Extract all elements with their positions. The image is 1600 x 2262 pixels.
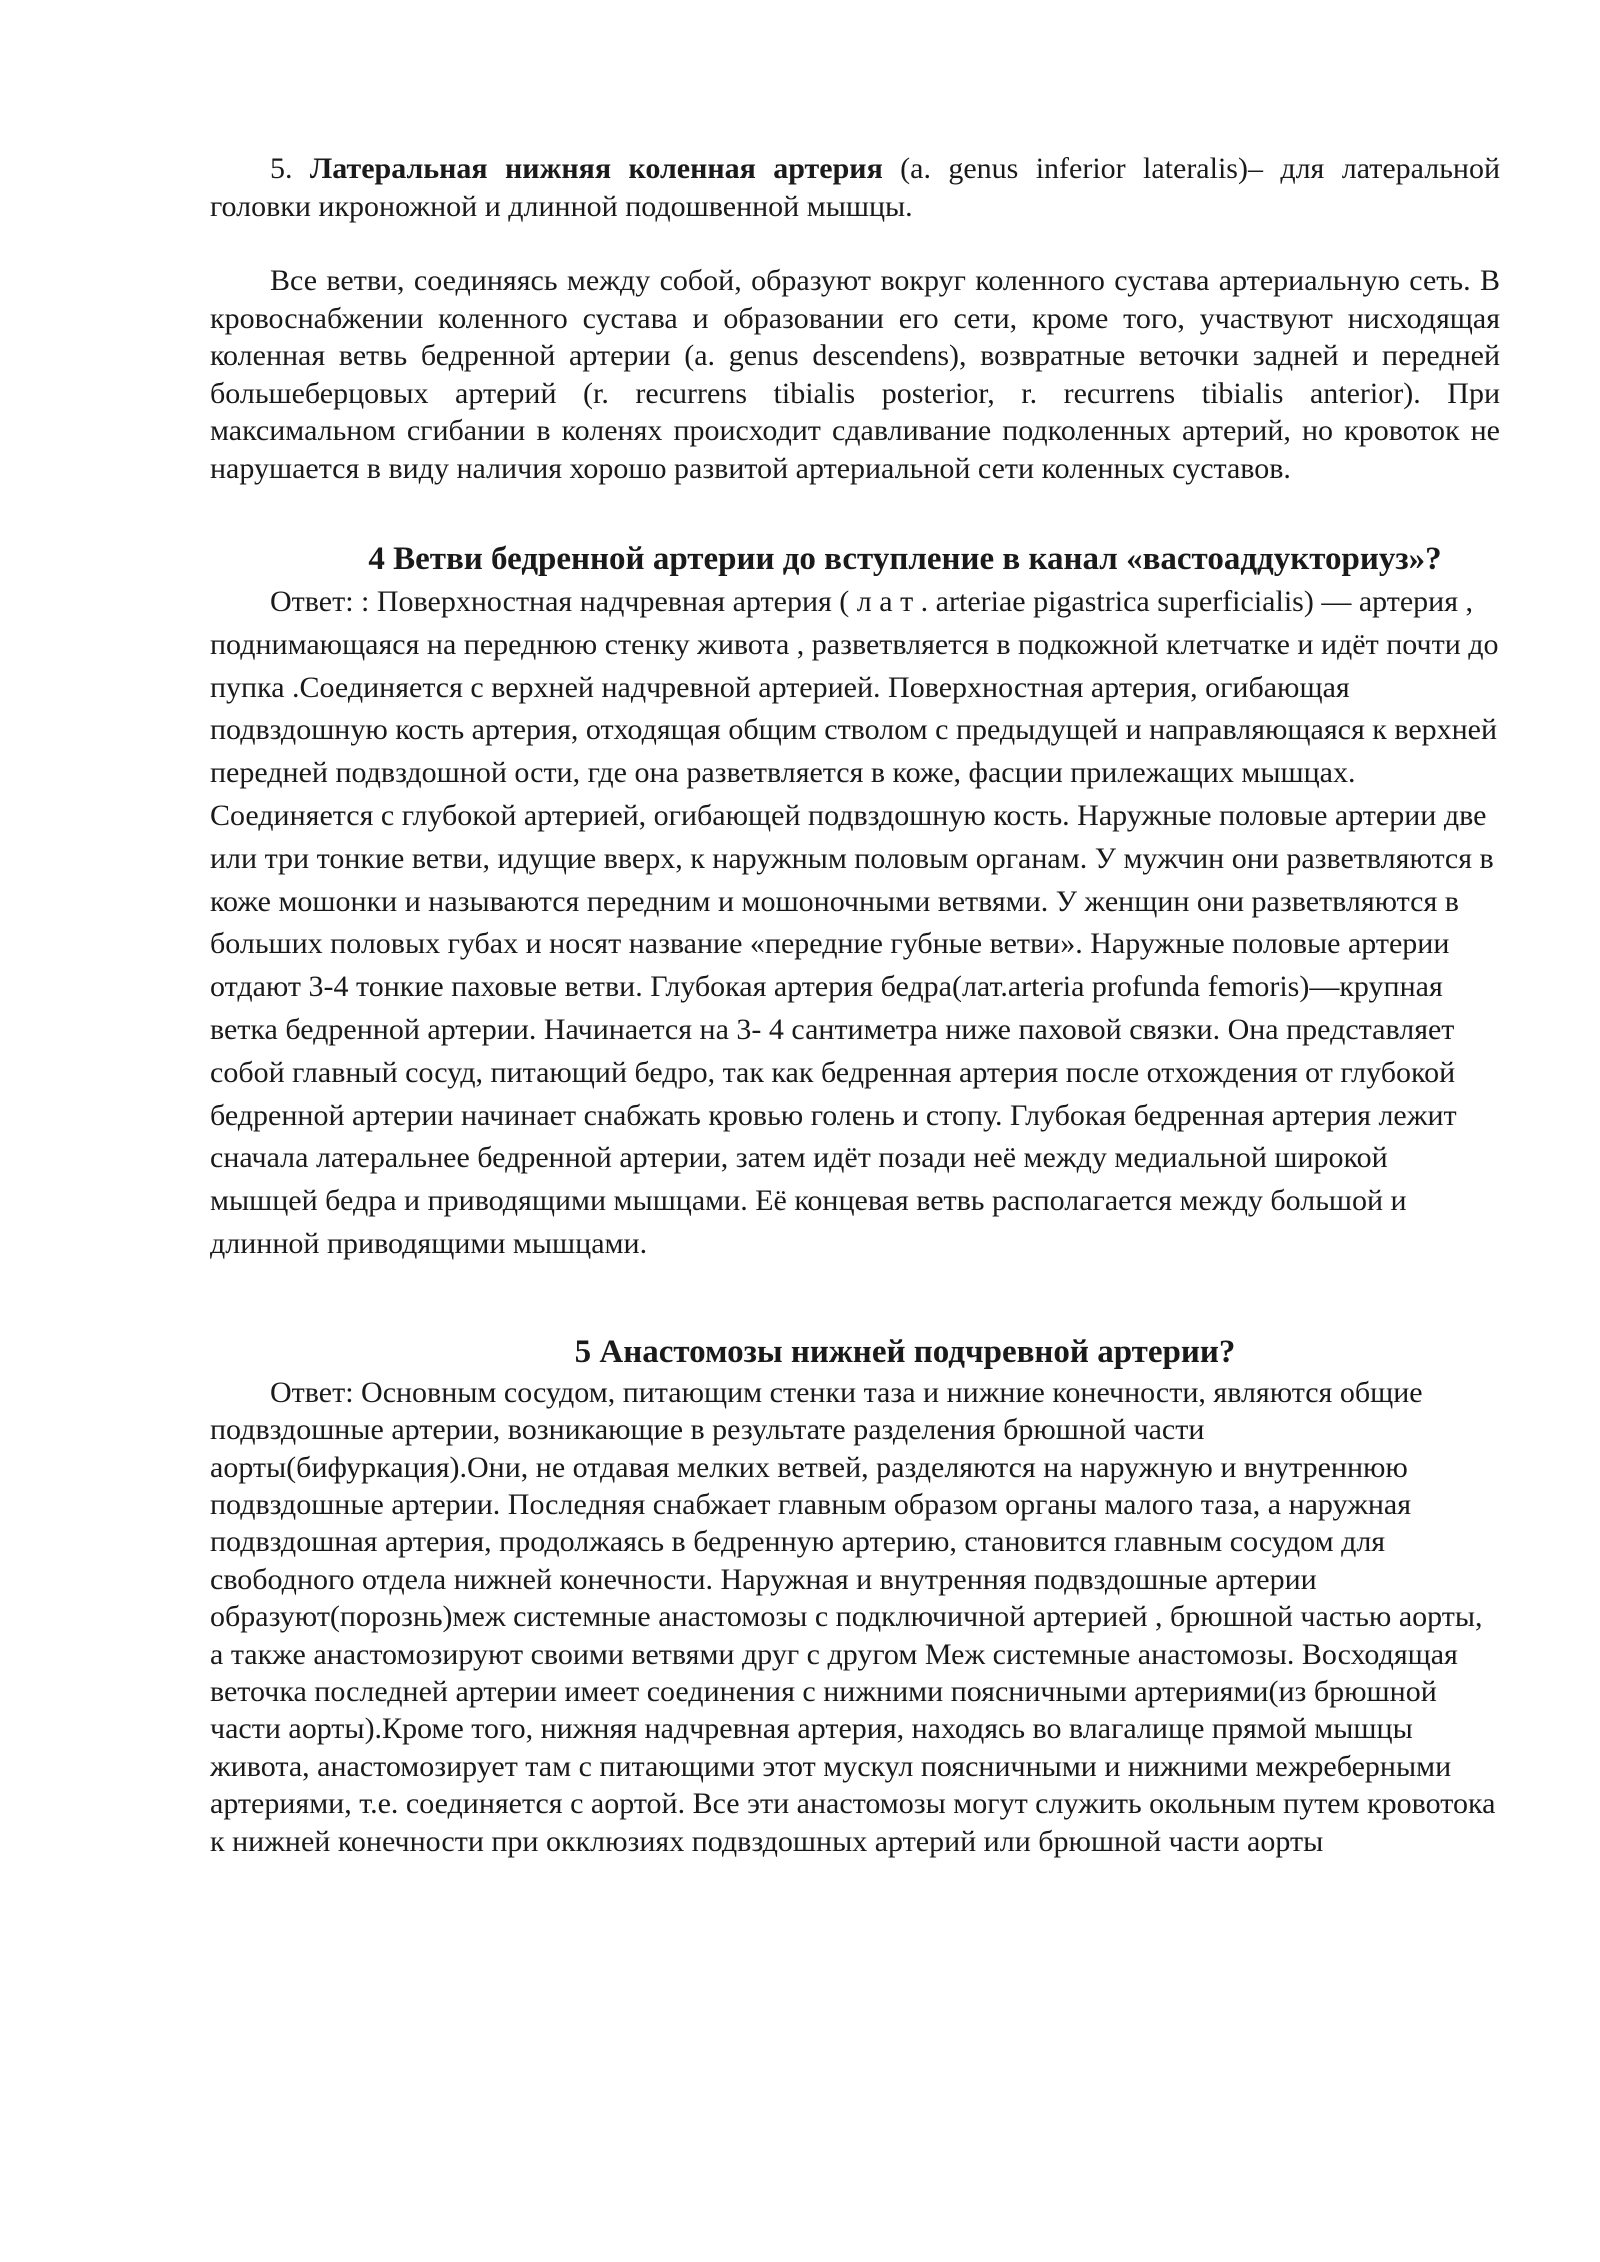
document-page [210,150,1500,1860]
section-4-heading: 4 Ветви бедренной артерии до вступление в канал «вастоаддукториуз»? [368,541,1442,577]
item-5-paragraph [210,150,1500,225]
item-number: 5. [270,152,293,185]
section-4-answer: Ответ: : Поверхностная надчревная артерия ( л а т . arteriae pigastrica superficialis) — артерия , поднимающаяся на переднюю стенку живота , разветвляется в подкожной клетчатке и идёт почти до пупка .Соединяется с верхней надчревной артерией. Поверхностная артерия, огибающая подвздошную кость артерия, отходящая общим стволом с предыдущей и направляющаяся к верхней передней подвздошной ости, где она разветвляется в коже, фасции прилежащих мышцах. Соединяется с глубокой артерией, огибающей подвздошную кость. Наружные половые артерии две или три тонкие ветви, идущие вверх, к наружным половым органам. У мужчин они разветвляются в коже мошонки и называются передним и мошоночными ветвями. У женщин они разветвляются в больших половых губах и носят название «передние губные ветви». Наружные половые артерии отдают 3-4 тонкие паховые ветви. Глубокая артерия бедра(лат.arteria profunda femoris)—крупная ветка бедренной артерии. Начинается на 3- 4 сантиметра ниже паховой связки. Она представляет собой главный сосуд, питающий бедро, так как бедренная артерия после отхождения от глубокой бедренной артерии начинает снабжать кровью голень и стопу. Глубокая бедренная артерия лежит сначала латеральнее бедренной артерии, затем идёт позади неё между медиальной широкой мышцей бедра и приводящими мышцами. Её концевая ветвь располагается между большой и длинной приводящими мышцами. [210,585,1499,1260]
section-5-answer: Ответ: Основным сосудом, питающим стенки таза и нижние конечности, являются общие подвздошные артерии, возникающие в результате разделения брюшной части аорты(бифуркация).Они, не отдавая мелких ветвей, разделяются на наружную и внутреннюю подвздошные артерии. Последняя снабжает главным образом органы малого таза, а наружная подвздошная артерия, продолжаясь в бедренную артерию, становится главным сосудом для свободного отдела нижней конечности. Наружная и внутренняя подвздошные артерии образуют(порознь)меж системные анастомозы с подключичной артерией , брюшной частью аорты, а также анастомозируют своими ветвями друг с другом Меж системные анастомозы. Восходящая веточка последней артерии имеет соединения с нижними поясничными артериями(из брюшной части аорты).Кроме того, нижняя надчревная артерия, находясь во влагалище прямой мышцы живота, анастомозирует там с питающими этот мускул поясничными и нижними межреберными артериями, т.е. соединяется с аортой. Все эти анастомозы могут служить окольным путем кровотока к нижней конечности при окклюзиях подвздошных артерий или брюшной части аорты [210,1375,1496,1858]
section-5-heading: 5 Анастомозы нижней подчревной артерии? [574,1333,1236,1370]
item-description: (a. genus inferior lateralis)– для латеральной головки икроножной и длинной подошвенной мышцы. [210,152,1500,223]
network-paragraph: Все ветви, соединяясь между собой, образуют вокруг коленного сустава артериальную сеть. В кровоснабжении коленного сустава и образовании его сети, кроме того, участвуют нисходящая коленная ветвь бедренной артерии (a. genus descendens), возвратные веточки задней и передней большеберцовых артерий (r. recurrens tibialis posterior, r. recurrens tibialis anterior). При максимальном сгибании в коленях происходит сдавливание подколенных артерий, но кровоток не нарушается в виду наличия хорошо развитой артериальной сети коленных суставов. [210,264,1500,485]
item-term: Латеральная нижняя коленная артерия [309,152,883,185]
